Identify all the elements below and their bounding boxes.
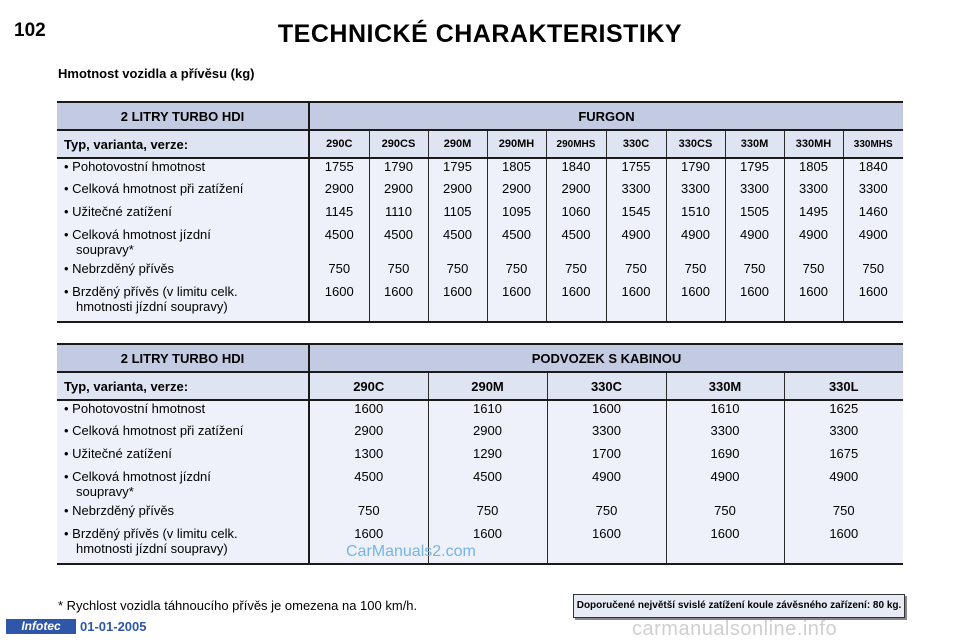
- variant-header: 330L: [784, 372, 903, 400]
- variant-header: 330M: [666, 372, 784, 400]
- value-cell: 1290: [428, 446, 547, 469]
- value-cell: 1790: [369, 158, 428, 181]
- value-cell: 4900: [666, 227, 725, 261]
- value-cell: 1675: [784, 446, 903, 469]
- row-label: • Užitečné zatížení: [64, 446, 172, 461]
- edition-date: 01-01-2005: [80, 619, 147, 634]
- value-cell: 4500: [428, 227, 487, 261]
- value-cell: 2900: [487, 181, 546, 204]
- value-cell: 1600: [309, 400, 428, 423]
- row-label-continuation: soupravy*: [76, 242, 134, 257]
- value-cell: 1600: [369, 284, 428, 322]
- value-cell: 750: [725, 261, 784, 284]
- row-label: • Brzděný přívěs (v limitu celk.: [64, 284, 238, 299]
- variant-header: 330CS: [666, 130, 725, 158]
- value-cell: 3300: [843, 181, 903, 204]
- body-type-header: PODVOZEK S KABINOU: [309, 344, 903, 372]
- value-cell: 750: [546, 261, 606, 284]
- table-row: [57, 261, 903, 284]
- row-label-cell: [57, 446, 309, 469]
- row-label-cell: [57, 227, 309, 261]
- row-label: • Užitečné zatížení: [64, 204, 172, 219]
- value-cell: 1505: [725, 204, 784, 227]
- value-cell: 3300: [547, 423, 666, 446]
- value-cell: 1145: [309, 204, 369, 227]
- value-cell: 4900: [843, 227, 903, 261]
- value-cell: 4900: [725, 227, 784, 261]
- engine-header: 2 LITRY TURBO HDI: [57, 344, 309, 372]
- table-row: [57, 284, 903, 322]
- value-cell: 1625: [784, 400, 903, 423]
- value-cell: 4500: [428, 469, 547, 503]
- value-cell: 4900: [784, 227, 843, 261]
- variant-header: 330MHS: [843, 130, 903, 158]
- value-cell: 1105: [428, 204, 487, 227]
- row-label-continuation: soupravy*: [76, 484, 134, 499]
- value-cell: 2900: [309, 423, 428, 446]
- value-cell: 750: [784, 503, 903, 526]
- value-cell: 4900: [547, 469, 666, 503]
- variant-header: 330M: [725, 130, 784, 158]
- value-cell: 1095: [487, 204, 546, 227]
- value-cell: 1600: [487, 284, 546, 322]
- table-row: [57, 158, 903, 181]
- value-cell: 4900: [784, 469, 903, 503]
- tow-ball-load-note: Doporučené největší svislé zatížení koule závěsného zařízení: 80 kg.: [573, 594, 905, 618]
- infotec-logo: Infotec: [6, 619, 76, 634]
- table-row: [57, 526, 903, 564]
- value-cell: 3300: [666, 181, 725, 204]
- value-cell: 2900: [369, 181, 428, 204]
- value-cell: 1060: [546, 204, 606, 227]
- row-label: • Celková hmotnost jízdní: [64, 469, 211, 484]
- variant-header: 330C: [606, 130, 666, 158]
- row-label-continuation: hmotnosti jízdní soupravy): [76, 541, 228, 556]
- value-cell: 750: [666, 503, 784, 526]
- value-cell: 3300: [784, 181, 843, 204]
- value-cell: 1795: [428, 158, 487, 181]
- body-type-header: FURGON: [309, 102, 903, 130]
- variant-header: 290MH: [487, 130, 546, 158]
- value-cell: 1840: [546, 158, 606, 181]
- chassis-cab-weight-table: [57, 343, 903, 565]
- value-cell: 1600: [309, 284, 369, 322]
- value-cell: 750: [428, 503, 547, 526]
- value-cell: 1600: [546, 284, 606, 322]
- value-cell: 750: [309, 261, 369, 284]
- table-row: [57, 181, 903, 204]
- value-cell: 4500: [369, 227, 428, 261]
- value-cell: 3300: [666, 423, 784, 446]
- value-cell: 1805: [487, 158, 546, 181]
- section-title: Hmotnost vozidla a přívěsu (kg): [58, 66, 255, 81]
- variant-header: 290CS: [369, 130, 428, 158]
- table-row: [57, 423, 903, 446]
- value-cell: 1755: [606, 158, 666, 181]
- variant-header: 290C: [309, 372, 428, 400]
- value-cell: 1110: [369, 204, 428, 227]
- value-cell: 1495: [784, 204, 843, 227]
- value-cell: 1600: [666, 526, 784, 564]
- row-label-cell: [57, 526, 309, 564]
- row-label-cell: [57, 284, 309, 322]
- value-cell: 1600: [547, 400, 666, 423]
- row-label-cell: [57, 181, 309, 204]
- row-label-cell: [57, 469, 309, 503]
- value-cell: 3300: [725, 181, 784, 204]
- watermark-carmanuals2: CarManuals2.com: [346, 543, 476, 560]
- value-cell: 750: [606, 261, 666, 284]
- value-cell: 750: [666, 261, 725, 284]
- value-cell: 1755: [309, 158, 369, 181]
- value-cell: 1600: [606, 284, 666, 322]
- value-cell: 1600: [784, 526, 903, 564]
- value-cell: 1690: [666, 446, 784, 469]
- table-row: [57, 227, 903, 261]
- value-cell: 1510: [666, 204, 725, 227]
- engine-header: 2 LITRY TURBO HDI: [57, 102, 309, 130]
- row-label: • Pohotovostní hmotnost: [64, 159, 206, 174]
- row-label: • Celková hmotnost při zatížení: [64, 423, 244, 438]
- value-cell: 1790: [666, 158, 725, 181]
- value-cell: 750: [784, 261, 843, 284]
- value-cell: 2900: [309, 181, 369, 204]
- row-label-cell: [57, 158, 309, 181]
- value-cell: 1600: [309, 526, 428, 564]
- row-label: • Nebrzděný přívěs: [64, 503, 175, 518]
- row-label: • Nebrzděný přívěs: [64, 261, 175, 276]
- table-row: [57, 469, 903, 503]
- value-cell: 2900: [546, 181, 606, 204]
- variant-label: Typ, varianta, verze:: [57, 372, 309, 400]
- variant-label: Typ, varianta, verze:: [57, 130, 309, 158]
- row-label-cell: [57, 261, 309, 284]
- value-cell: 750: [487, 261, 546, 284]
- row-label-continuation: hmotnosti jízdní soupravy): [76, 299, 228, 314]
- row-label: • Celková hmotnost při zatížení: [64, 181, 244, 196]
- table-row: [57, 204, 903, 227]
- row-label-cell: [57, 204, 309, 227]
- variant-header: 290M: [428, 372, 547, 400]
- footnote: * Rychlost vozidla táhnoucího přívěs je omezena na 100 km/h.: [58, 598, 418, 613]
- variant-header: 290M: [428, 130, 487, 158]
- value-cell: 4500: [309, 227, 369, 261]
- variant-header: 290C: [309, 130, 369, 158]
- value-cell: 750: [309, 503, 428, 526]
- value-cell: 4500: [309, 469, 428, 503]
- table-row: [57, 400, 903, 423]
- value-cell: 1840: [843, 158, 903, 181]
- value-cell: 1545: [606, 204, 666, 227]
- page-title: TECHNICKÉ CHARAKTERISTIKY: [277, 20, 683, 48]
- value-cell: 1600: [428, 284, 487, 322]
- value-cell: 3300: [784, 423, 903, 446]
- value-cell: 1600: [784, 284, 843, 322]
- value-cell: 1610: [428, 400, 547, 423]
- value-cell: 4900: [666, 469, 784, 503]
- value-cell: 2900: [428, 181, 487, 204]
- row-label: • Pohotovostní hmotnost: [64, 401, 206, 416]
- row-label: • Brzděný přívěs (v limitu celk.: [64, 526, 238, 541]
- value-cell: 1600: [725, 284, 784, 322]
- value-cell: 1600: [666, 284, 725, 322]
- variant-header: 330MH: [784, 130, 843, 158]
- table-row: [57, 446, 903, 469]
- value-cell: 1610: [666, 400, 784, 423]
- page-number: 102: [14, 20, 46, 41]
- variant-header: 330C: [547, 372, 666, 400]
- value-cell: 1700: [547, 446, 666, 469]
- value-cell: 2900: [428, 423, 547, 446]
- value-cell: 750: [843, 261, 903, 284]
- watermark-carmanualsonline: carmanualsonline.info: [632, 618, 838, 640]
- value-cell: 1600: [843, 284, 903, 322]
- value-cell: 1600: [428, 526, 547, 564]
- value-cell: 4500: [487, 227, 546, 261]
- value-cell: 1795: [725, 158, 784, 181]
- furgon-weight-table: [57, 101, 903, 323]
- value-cell: 1460: [843, 204, 903, 227]
- variant-header: 290MHS: [546, 130, 606, 158]
- value-cell: 3300: [606, 181, 666, 204]
- value-cell: 750: [547, 503, 666, 526]
- row-label-cell: [57, 503, 309, 526]
- value-cell: 1300: [309, 446, 428, 469]
- row-label-cell: [57, 400, 309, 423]
- value-cell: 750: [369, 261, 428, 284]
- row-label: • Celková hmotnost jízdní: [64, 227, 211, 242]
- value-cell: 750: [428, 261, 487, 284]
- value-cell: 4500: [546, 227, 606, 261]
- table-row: [57, 503, 903, 526]
- value-cell: 4900: [606, 227, 666, 261]
- row-label-cell: [57, 423, 309, 446]
- value-cell: 1600: [547, 526, 666, 564]
- value-cell: 1805: [784, 158, 843, 181]
